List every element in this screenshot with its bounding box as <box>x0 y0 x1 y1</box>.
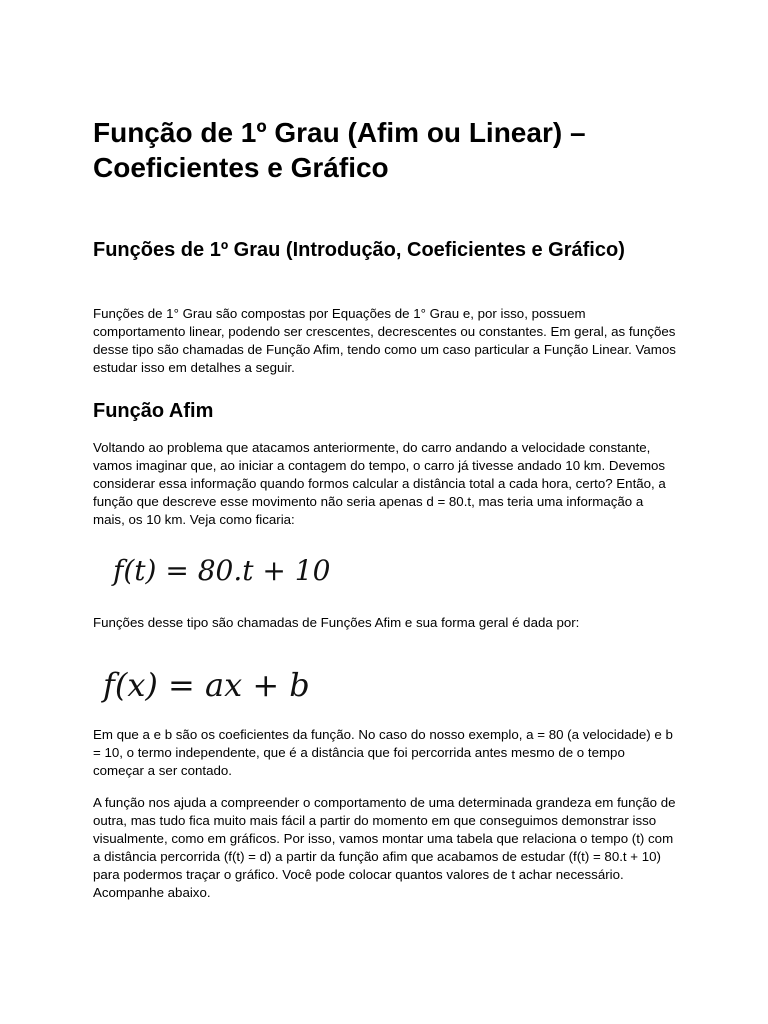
paragraph-introduction: Funções de 1° Grau são compostas por Equações de 1° Grau e, por isso, possuem comportamento linear, podendo ser crescentes, decrescentes ou constantes. Em geral, as funções desse tipo são chamadas de Função Afim, tendo como um caso particular a Função Linear. Vamos estudar isso em detalhes a seguir. <box>93 306 676 375</box>
paragraph-carro-problema: Voltando ao problema que atacamos anteriormente, do carro andando a velocidade constante, vamos imaginar que, ao iniciar a contagem do tempo, o carro já tivesse andado 10 km. Devemos considerar essa informação quando formos calcular a distância total a cada hora, certo? Então, a função que descreve esse movimento não seria apenas d = 80.t, mas teria uma informação a mais, os 10 km. Veja como ficaria: <box>93 440 666 527</box>
paragraph-coeficientes: Em que a e b são os coeficientes da função. No caso do nosso exemplo, a = 80 (a velocidade) e b = 10, o termo independente, que é a distância que foi percorrida antes mesmo de o tempo começar a ser contado. <box>93 727 673 778</box>
formula-f-x: f(x) = ax + b <box>103 666 310 704</box>
document-title: Função de 1º Grau (Afim ou Linear) – Coeficientes e Gráfico <box>93 117 586 183</box>
section-heading-introduction: Funções de 1º Grau (Introdução, Coeficientes e Gráfico) <box>93 239 625 261</box>
formula-f-t: f(t) = 80.t + 10 <box>113 554 331 587</box>
paragraph-forma-geral: Funções desse tipo são chamadas de Funções Afim e sua forma geral é dada por: <box>93 615 580 630</box>
paragraph-grafico: A função nos ajuda a compreender o comportamento de uma determinada grandeza em função de outra, mas tudo fica muito mais fácil a partir do momento em que conseguimos demonstrar isso visualmente, como em gráficos. Por isso, vamos montar uma tabela que relaciona o tempo (t) com a distância percorrida (f(t) = d) a partir da função afim que acabamos de estudar (f(t) = 80.t + 10) para podermos traçar o gráfico. Você pode colocar quantos valores de t achar necessário. Acompanhe abaixo. <box>93 795 676 900</box>
section-heading-funcao-afim: Função Afim <box>93 400 214 422</box>
